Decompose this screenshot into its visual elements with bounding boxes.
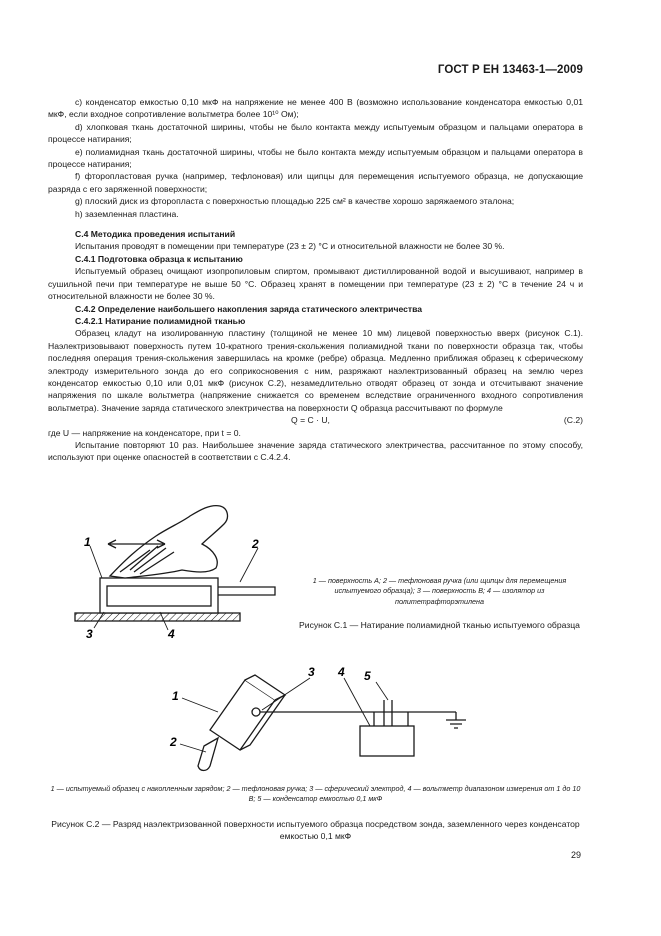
- formula-where: где U — напряжение на конденсаторе, при t = 0.: [48, 427, 241, 438]
- list-item-d: d) хлопковая ткань достаточной ширины, чтобы не было контакта между испытуемым образцом и пальцами оператора в процессе натирания;: [48, 121, 583, 145]
- formula-number: (С.2): [563, 415, 583, 426]
- list-item-e: e) полиамидная ткань достаточной ширины, чтобы не было контакта между испытуемым образцом и пальцами оператора в процессе натирания;: [48, 146, 583, 170]
- figure-c2-drawing: [160, 660, 480, 780]
- page-number: 29: [570, 850, 581, 860]
- list-item-f: f) фторопластовая ручка (например, тефлоновая) или щипцы для перемещения испытуемого образца, не допускающие разряда с его заряженной поверхности;: [48, 171, 583, 194]
- fig2-label-2: 2: [170, 735, 177, 749]
- fig1-label-3: 3: [86, 627, 93, 641]
- section-c421-title: С.4.2.1 Натирание полиамидной тканью: [75, 315, 246, 326]
- list-item-h: h) заземленная пластина.: [75, 208, 179, 219]
- section-c4-title: С.4 Методика проведения испытаний: [75, 229, 236, 240]
- fig1-label-4: 4: [168, 627, 175, 641]
- standard-header: ГОСТ Р ЕН 13463-1—2009: [437, 64, 583, 76]
- section-c4-text: Испытания проводят в помещении при температуре (23 ± 2) °С и относительной влажности не более 30 %.: [75, 241, 505, 252]
- fig2-label-4: 4: [338, 665, 345, 679]
- fig2-label-1: 1: [172, 689, 179, 703]
- fig2-label-3: 3: [308, 665, 315, 679]
- section-c41-title: С.4.1 Подготовка образца к испытанию: [75, 253, 243, 264]
- document-body: [48, 96, 583, 464]
- list-item-c: c) конденсатор емкостью 0,10 мкФ на напряжение не менее 400 В (возможно использование конденсатора емкостью 0,01 мкФ, если входное сопротивление вольтметра более 10¹⁰ Ом);: [48, 97, 583, 120]
- list-item-g: g) плоский диск из фторопласта с поверхностью площадью 225 см² в качестве хорошо заряжаемого эталона;: [75, 196, 515, 207]
- formula: Q = C · U,: [291, 415, 330, 426]
- figure-c2-title: Рисунок С.2 — Разряд наэлектризованной поверхности испытуемого образца посредством зонда, заземленного через конденсатор емкостью 0,1 мкФ: [51, 819, 580, 842]
- section-c41-text: Испытуемый образец очищают изопропиловым спиртом, промывают дистиллированной водой и высушивают, например в сушильной печи при температуре не выше 50 °С. Образец хранят в помещении при температуре (23 ± 2) °С в течение 24 ч и относительной влажности не более 30 %.: [48, 266, 583, 302]
- fig1-label-2: 2: [252, 537, 259, 551]
- figure-c1-drawing: [70, 500, 259, 650]
- fig1-label-1: 1: [84, 535, 91, 549]
- figure-c1-caption: 1 — поверхность А; 2 — тефлоновая ручка (или щипцы для перемещения испытуемого образца); 3 — поверхность В; 4 — изолятор из политетрафторэтилена: [312, 576, 567, 606]
- figure-c2-caption: 1 — испытуемый образец с накопленным зарядом; 2 — тефлоновая ручка; 3 — сферический электрод, 4 — вольтметр диапазоном измерения от 1 до 10 В; 5 — конденсатор емкостью 0,1 мкФ: [50, 784, 581, 804]
- section-c421-repeat: Испытание повторяют 10 раз. Наибольшее значение заряда статического электричества, рассчитанное по этому способу, используют при оценке опасностей в соответствии с С.4.2.4.: [48, 439, 583, 463]
- formula-row: [48, 414, 583, 426]
- figure-c1-title: Рисунок С.1 — Натирание полиамидной тканью испытуемого образца: [299, 620, 580, 630]
- section-c421-text: Образец кладут на изолированную пластину (толщиной не менее 10 мм) лицевой поверхностью вверх (рисунок С.1). Наэлектризовывают поверхность путем 10-кратного трения-скольжения полиамидной ткани по поверхности образца так, чтобы последняя операция трения-скольжения завершилась на кромке (ребре) образца. Медленно приближая образец к сферическому электроду измерительного зонда до его соприкосновения с ним, разряжают наэлектризованный образец на землю через конденсатор емкостью 0,10 или 0,01 мкФ (рисунок С.2), незамедлительно отводят образец от зонда и отсчитывают значение напряжения по шкале вольтметра (напряжение снижается со временем вследствие ограниченного входного сопротивления вольтметра). Значение заряда статического электричества на поверхности Q образца рассчитывают по формуле: [48, 328, 583, 413]
- fig2-label-5: 5: [364, 669, 371, 683]
- section-c42-title: С.4.2 Определение наибольшего накопления заряда статического электричества: [75, 303, 423, 314]
